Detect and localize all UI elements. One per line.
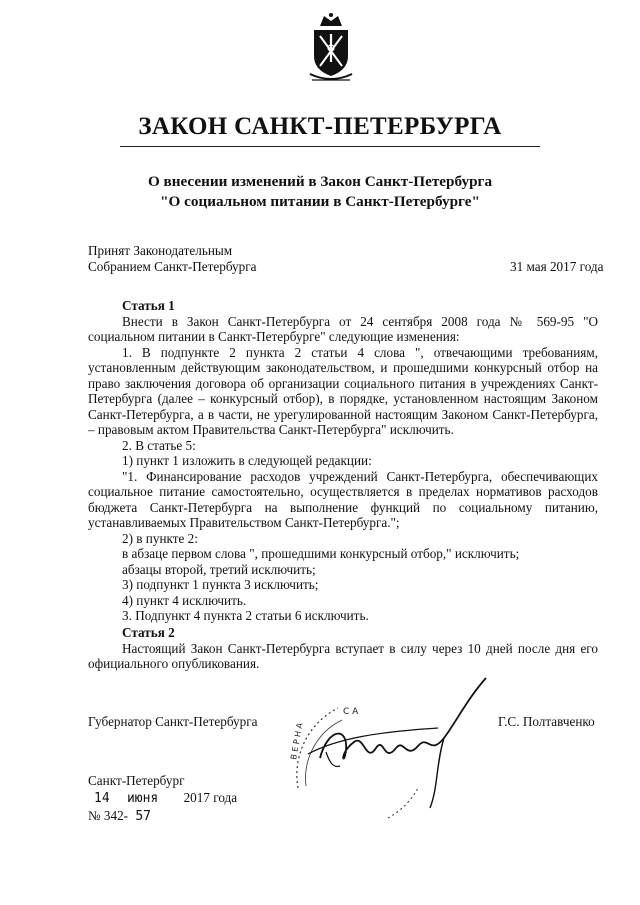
footer-year: 2017 года	[183, 790, 238, 805]
article-1-item-2-3: 3) подпункт 1 пункта 3 исключить;	[122, 577, 319, 592]
adoption-line-2: Собранием Санкт-Петербурга	[88, 258, 257, 274]
adoption-block	[88, 243, 257, 274]
article-1-item-2-1-quote: "1. Финансирование расходов учреждений Санкт-Петербурга, обеспечивающих социальное питание самостоятельно, осуществляется в пределах нормативов расходов бюджета Санкт-Петербурга на выполнение функций по социальному питанию, устанавливаемых Правительством Санкт-Петербурга.";	[88, 468, 598, 530]
article-1-intro: Внести в Закон Санкт-Петербурга от 24 сентября 2008 года № 569-95 "О социальном питании в Санкт-Петербурге" следующие изменения:	[88, 313, 598, 344]
footer-number-prefix: № 342-	[88, 808, 129, 823]
footer-city: Санкт-Петербург	[88, 773, 185, 788]
adoption-line-1: Принят Законодательным	[88, 243, 233, 258]
article-2-heading: Статья 2	[122, 625, 175, 640]
signatory-name: Г.С. Полтавченко	[498, 714, 595, 729]
footer-number	[88, 807, 237, 825]
footer-block	[88, 772, 237, 825]
signature-and-stamp	[268, 668, 498, 828]
article-1-item-3: 3. Подпункт 4 пункта 2 статьи 6 исключить.	[122, 608, 369, 623]
article-1-item-2-2a: в абзаце первом слова ", прошедшими конкурсный отбор," исключить;	[122, 546, 520, 561]
stamp-text-top: С А	[343, 707, 359, 717]
article-2	[88, 625, 598, 672]
adoption-date: 31 мая 2017 года	[510, 259, 604, 274]
coat-of-arms-icon	[300, 12, 362, 84]
signatory-position: Губернатор Санкт-Петербурга	[88, 714, 258, 729]
footer-number-suffix: 57	[135, 809, 152, 824]
footer-date	[88, 789, 237, 807]
article-1-item-2-4: 4) пункт 4 исключить.	[122, 592, 247, 608]
article-1-heading: Статья 1	[122, 298, 175, 313]
article-1-item-1: 1. В подпункте 2 пункта 2 статьи 4 слова ", отвечающими требованиям, установленным действующим законодательством, и прошедшими конкурсный отбор на право заключения договора об организации социального питания в учреждениях Санкт-Петербурга (далее – конкурсный отбор), в порядке, установленном настоящим Законом Санкт-Петербурга, а в части, не урегулированной настоящим Законом Санкт-Петербурга, – правовым актом Правительства Санкт-Петербурга" исключить.	[88, 344, 598, 437]
footer-month: июня	[126, 791, 159, 806]
title-underline	[120, 146, 540, 147]
article-1-item-2-2b: абзацы второй, третий исключить;	[122, 561, 316, 577]
subtitle-line-2: "О социальном питании в Санкт-Петербурге"	[160, 193, 480, 210]
law-subtitle	[0, 172, 640, 212]
article-2-text: Настоящий Закон Санкт-Петербурга вступает в силу через 10 дней после дня его официального опубликования.	[88, 640, 598, 671]
law-title: ЗАКОН САНКТ-ПЕТЕРБУРГА	[138, 113, 502, 140]
article-1-item-2: 2. В статье 5:	[122, 437, 196, 453]
article-1-item-2-1: 1) пункт 1 изложить в следующей редакции:	[122, 453, 372, 468]
footer-day: 14	[94, 791, 110, 806]
stamp-text-side: В Е Р Н А	[289, 722, 305, 761]
article-1-item-2-2: 2) в пункте 2:	[122, 530, 198, 546]
article-1	[88, 298, 598, 624]
subtitle-line-1: О внесении изменений в Закон Санкт-Петербурга	[147, 173, 493, 190]
